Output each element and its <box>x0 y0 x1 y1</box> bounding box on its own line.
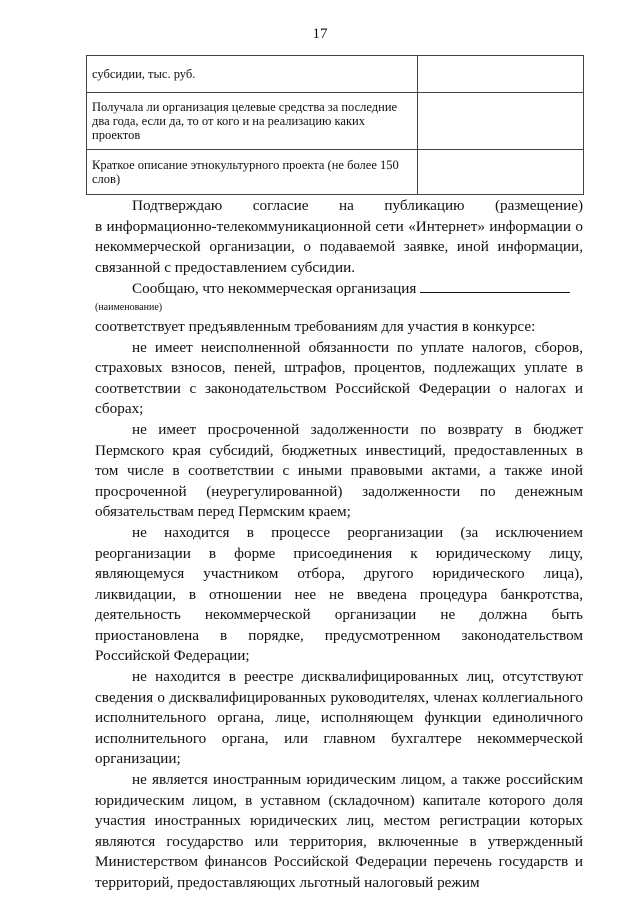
answer-cell[interactable] <box>418 150 584 195</box>
page-number: 17 <box>312 26 328 42</box>
complies-line: соответствует предъявленным требованиям для участия в конкурсе: <box>95 317 536 335</box>
requirement-reorganization: не находится в процессе реорганизации (за исключением реорганизации в форме присоединения к юридическому лицу, являющемуся участником отбора, другого юридического лица), ликвидации, в отношении нее не введена процедура банкротства, деятельность некоммерческой организации не должна быть приостановлена в порядке, предусмотренном законодательством Российской Федерации; <box>95 523 583 665</box>
requirement-disqualification: не находится в реестре дисквалифицированных лиц, отсутствуют сведения о дисквалифицированных руководителях, членах коллегиального исполнительного органа, лице, исполняющем функции единоличного исполнительного органа, или главном бухгалтере некоммерческой организации; <box>95 668 583 768</box>
question-cell: Краткое описание этнокультурного проекта (не более 150 слов) <box>87 150 418 195</box>
inform-text: Сообщаю, что некоммерческая организация <box>132 280 417 298</box>
consent-paragraph: в информационно-телекоммуникационной сети «Интернет» информации о некоммерческой организации, о подаваемой заявке, иной информации, связанной с предоставлением субсидии. <box>95 217 583 276</box>
name-caption: (наименование) <box>95 301 163 313</box>
table-row <box>87 150 584 195</box>
question-cell: Получала ли организация целевые средства за последние два года, если да, то от кого и на реализацию каких проектов <box>87 93 418 150</box>
requirement-foreign-entity: не является иностранным юридическим лицом, а также российским юридическим лицом, в уставном (складочном) капитале которого доля участия иностранных юридических лиц, местом регистрации которых являются государство или территория, включенные в утвержденный Министерством финансов Российской Федерации перечень государств и территорий, предоставляющих льготный налоговый режим <box>95 771 583 891</box>
answer-cell[interactable] <box>418 56 584 93</box>
requirement-tax: не имеет неисполненной обязанности по уплате налогов, сборов, страховых взносов, пеней, штрафов, процентов, подлежащих уплате в соответствии с законодательством Российской Федерации о налогах и сборах; <box>95 338 583 418</box>
requirement-debt: не имеет просроченной задолженности по возврату в бюджет Пермского края субсидий, бюджетных инвестиций, предоставленных в том числе в соответствии с иными правовыми актами, а также иной просроченной (неурегулированной) задолженности по денежным обязательствам перед Пермским краем; <box>95 420 583 521</box>
organization-name-blank[interactable] <box>420 278 570 293</box>
document-body <box>95 196 583 894</box>
table-row <box>87 56 584 93</box>
inform-line <box>95 278 583 300</box>
question-cell: субсидии, тыс. руб. <box>87 56 418 93</box>
consent-first-line: Подтверждаю согласие на публикацию (размещение) <box>132 197 583 214</box>
table-row <box>87 93 584 150</box>
answer-cell[interactable] <box>418 93 584 150</box>
application-form-table <box>86 55 584 195</box>
